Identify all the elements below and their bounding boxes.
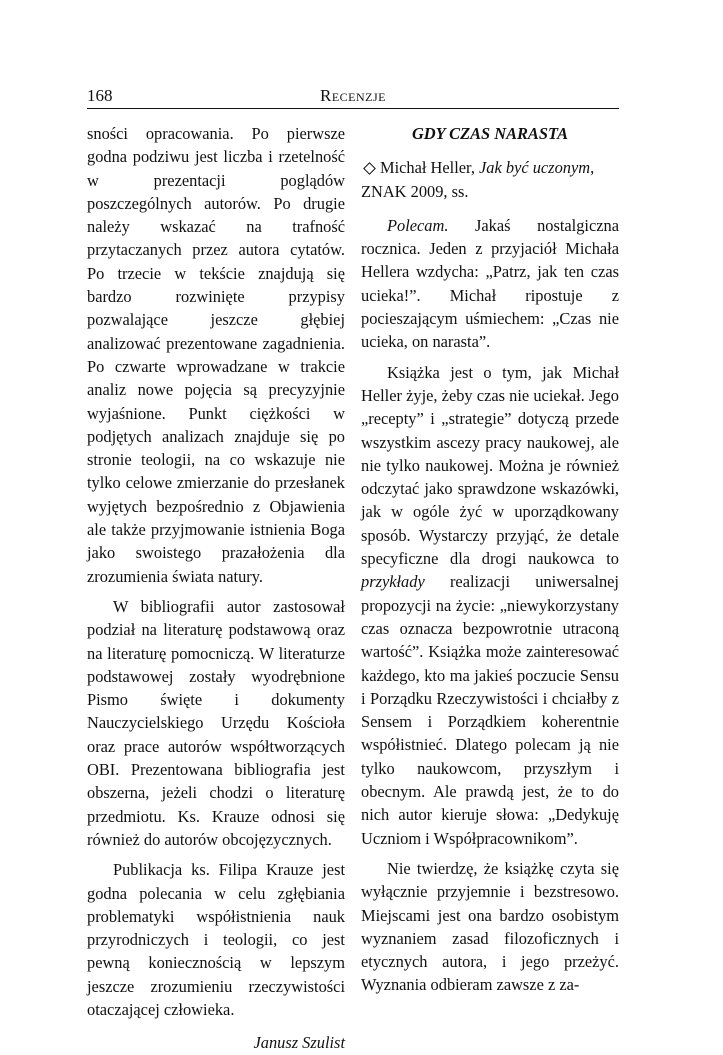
paragraph: Nie twierdzę, że książkę czyta się wyłącznie przyjemnie i bezstresowo. Miejscami jest ona bardzo osobistym wyznaniem zasad filozoficznych i etycznych autora, i jego przeżyć. Wyznania odbieram zawsze z za-: [361, 858, 619, 995]
running-head: Recenzje: [320, 86, 386, 105]
diamond-icon: [363, 162, 376, 175]
book-citation: [361, 156, 619, 203]
paragraph: [361, 214, 619, 354]
paragraph-lead: Polecam.: [387, 215, 449, 235]
citation-book-title: Jak być uczonym: [479, 158, 591, 178]
paragraph-text: Jakaś nostalgiczna rocznica. Jeden z przyjaciół Michała Hellera wzdycha: „Patrz, jak ten czas ucieka!”. Michał ripostuje z pocieszającym uśmiechem: „Czas nie ucieka, on narasta”.: [361, 215, 619, 352]
paragraph: sności opracowania. Po pierwsze godna podziwu jest liczba i rzetelność w prezentacji poglądów poszczególnych autorów. Po drugie należy wskazać na trafność przytaczanych przez autora cytatów. Po trzecie w tekście znajdują się bardzo rozwinięte przypisy pozwalające jeszcze głębiej analizować prezentowane zagadnienia. Po czwarte wprowadzane w trakcie analiz nowe pojęcia są precyzyjnie wyjaśnione. Punkt ciężkości w podjętych analizach znajduje się po stronie teologii, na co wskazuje nie tylko celowe zmierzanie do przesłanek wyjętych bezpośrednio z Objawienia ale także przyjmowanie istnienia Boga jako swoistego prazałożenia dla zrozumienia świata natury.: [87, 124, 345, 586]
page-header: [87, 86, 619, 109]
paragraph: [361, 361, 619, 850]
citation-publisher: , ZNAK 2009, ss.: [361, 158, 595, 201]
paragraph-text: realizacji uniwersalnej propozycji na życie: „niewykorzystany czas oznacza bezpowrotnie utraconą wartość”. Książka może zainteresować każdego, kto ma jakieś poczucie Sensu i Porządku Rzeczywistości i chciałby z Sensem i Porządkiem koherentnie współistnieć. Dlatego polecam ją nie tylko naukowcom, przyszłym i obecnym. Ale prawdą jest, że to do nich autor kieruje słowa: „Dedykuję Uczniom i Współpracownikom”.: [361, 572, 619, 848]
paragraph: Publikacja ks. Filipa Krauze jest godna polecania w celu zgłębiania problematyki współistnienia nauk przyrodniczych i teologii, co jest pewną koniecznością w lepszym jeszcze zrozumieniu rzeczywistości otaczającej człowieka.: [87, 860, 345, 1019]
paragraph-emphasis: przykłady: [361, 572, 425, 592]
left-column: [87, 122, 345, 1055]
paragraph: W bibliografii autor zastosował podział na literaturę podstawową oraz na literaturę pomocniczą. W literaturze podstawowej zostały wyodrębnione Pismo święte i dokumenty Nauczycielskiego Urzędu Kościoła oraz prace autorów współtworzących OBI. Prezentowana bibliografia jest obszerna, jeżeli chodzi o literaturę przedmiotu. Ks. Krauze odnosi się również do autorów obcojęzycznych.: [87, 596, 345, 849]
citation-author: Michał Heller,: [380, 158, 480, 178]
paragraph-text: Książka jest o tym, jak Michał Heller żyje, żeby czas nie uciekał. Jego „recepty” i „strategie” dotyczą przede wszystkim ascezy pracy naukowej, ale nie tylko naukowej. Można je również odczytać jako sprawdzone wskazówki, jak w ogóle żyć w uporządkowany sposób. Wystarczy przyjąć, że detale specyficzne dla drogi naukowca to: [361, 362, 619, 569]
review-title: GDY CZAS NARASTA: [411, 124, 569, 143]
reviewer-signature: Janusz Szulist: [253, 1033, 345, 1053]
page-number: 168: [87, 86, 113, 105]
right-column: [361, 122, 619, 997]
